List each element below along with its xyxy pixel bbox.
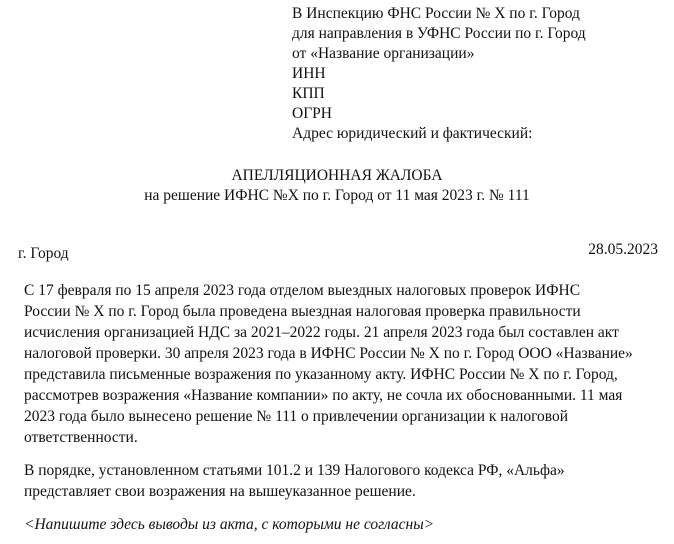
body-line: 2023 года было вынесено решение № 111 о привлечении организации к налоговой [24, 408, 569, 425]
document-title: АПЕЛЛЯЦИОННАЯ ЖАЛОБА [231, 167, 443, 184]
date: 28.05.2023 [588, 241, 658, 258]
body-line: налоговой проверки. 30 апреля 2023 года в ИФНС России № Х по г. Город ООО «Название» [24, 345, 633, 362]
addressee-line: от «Название организации» [292, 45, 475, 62]
body-line: ответственности. [24, 429, 138, 446]
body-line: исчисления организацией НДС за 2021–2022 годы. 21 апреля 2023 года был составлен акт [24, 324, 619, 341]
document-subtitle: на решение ИФНС №Х по г. Город от 11 мая 2023 г. № 111 [144, 187, 530, 204]
address-label: Адрес юридический и фактический: [292, 125, 533, 142]
addressee-line: для направления в УФНС России по г. Город [292, 25, 586, 42]
inn-label: ИНН [292, 65, 326, 82]
body-line: представляет свои возражения на вышеуказанное решение. [24, 483, 416, 500]
body-line: С 17 февраля по 15 апреля 2023 года отделом выездных налоговых проверок ИФНС [24, 282, 581, 299]
addressee-line: В Инспекцию ФНС России № Х по г. Город [292, 5, 580, 22]
kpp-label: КПП [292, 85, 325, 102]
body-line: В порядке, установленном статьями 101.2 и 139 Налогового кодекса РФ, «Альфа» [24, 462, 565, 479]
city: г. Город [18, 245, 69, 262]
placeholder-note: <Напишите здесь выводы из акта, с которыми не согласны> [24, 516, 435, 533]
ogrn-label: ОГРН [292, 105, 332, 122]
body-line: представила письменные возражения по указанному акту. ИФНС России № Х по г. Город, [24, 366, 618, 383]
body-line: России № Х по г. Город была проведена выездная налоговая проверка правильности [24, 303, 581, 320]
body-line: рассмотрев возражения «Название компании» по акту, не сочла их обоснованными. 11 мая [24, 387, 623, 404]
